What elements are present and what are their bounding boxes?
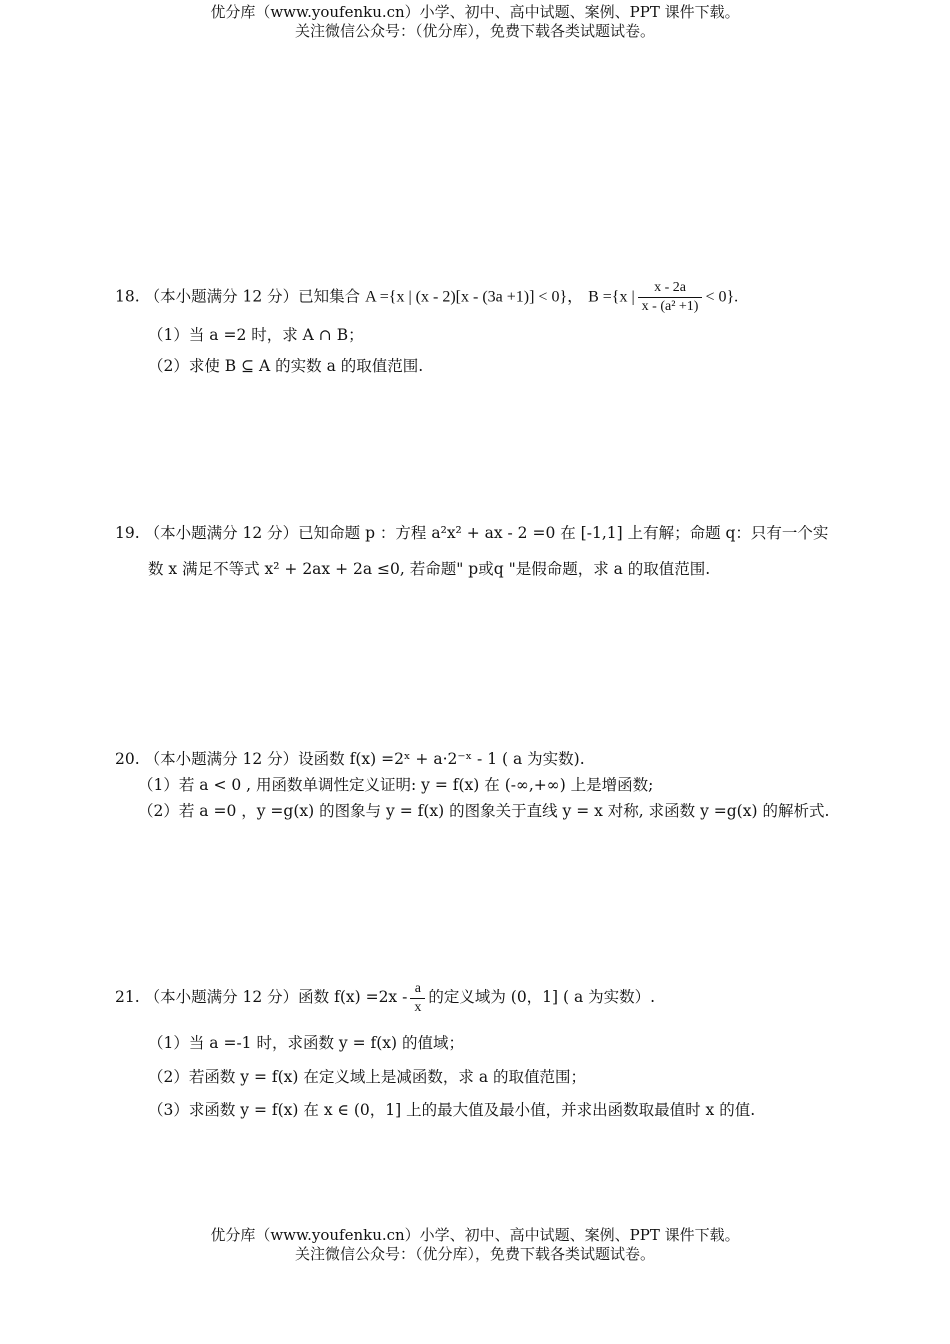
q18-set-b-right: < 0}. <box>705 288 739 306</box>
q20-line-1: 20. （本小题满分 12 分）设函数 f(x) =2ˣ + a·2⁻ˣ - 1 ( a 为实数). <box>115 750 585 768</box>
q20-part-1: （1）若 a < 0 , 用函数单调性定义证明: y = f(x) 在 (-∞,+∞) 上是增函数; <box>138 776 654 794</box>
q18-fraction <box>638 279 703 316</box>
q21-part-1: （1）当 a =-1 时，求函数 y = f(x) 的值域； <box>148 1034 464 1052</box>
q21-part-2: （2）若函数 y = f(x) 在定义域上是减函数，求 a 的取值范围； <box>148 1068 586 1086</box>
q18-part-2: （2）求使 B ⊆ A 的实数 a 的取值范围. <box>148 357 424 375</box>
q20-part-2: （2）若 a =0 ，y =g(x) 的图象与 y = f(x) 的图象关于直线 y = x 对称, 求函数 y =g(x) 的解析式. <box>138 802 830 820</box>
q21-fraction <box>410 980 425 1017</box>
q18-set-a: A ={x | (x - 2)[x - (3a +1)] < 0}， <box>365 288 584 306</box>
q21-part-3: （3）求函数 y = f(x) 在 x ∈ (0，1] 上的最大值及最小值，并求出函数取最值时 x 的值. <box>148 1101 756 1119</box>
header-line-2: 关注微信公众号：（优分库），免费下载各类试题试卷。 <box>294 22 655 40</box>
q18-frac-den: x - (a² +1) <box>641 299 699 314</box>
q18-frac-num: x - 2a <box>638 279 703 298</box>
q19-line-2: 数 x 满足不等式 x² + 2ax + 2a ≤0, 若命题" p或q "是假命题，求 a 的取值范围. <box>148 560 711 578</box>
header-line-1: 优分库（www.youfenku.cn）小学、初中、高中试题、案例、PPT 课件下载。 <box>210 3 740 21</box>
q18-stem <box>115 279 738 316</box>
q18-part-1: （1）当 a =2 时，求 A ∩ B； <box>148 326 364 344</box>
q18-lead: 18. （本小题满分 12 分）已知集合 <box>115 287 361 306</box>
q19-line-1: 19. （本小题满分 12 分）已知命题 p ：方程 a²x² + ax - 2 =0 在 [-1,1] 上有解；命题 q：只有一个实 <box>115 524 829 542</box>
q21-frac-num: a <box>410 980 425 999</box>
q21-frac-den: x <box>414 999 422 1015</box>
page-footer <box>0 1226 950 1264</box>
q21-stem <box>115 975 655 1019</box>
q21-tail: 的定义域为 (0，1] ( a 为实数）. <box>428 988 656 1006</box>
footer-line-1: 优分库（www.youfenku.cn）小学、初中、高中试题、案例、PPT 课件下载。 <box>210 1226 740 1244</box>
page-header <box>0 3 950 41</box>
footer-line-2: 关注微信公众号：（优分库），免费下载各类试题试卷。 <box>294 1245 655 1263</box>
q18-set-b-left: B ={x | <box>588 288 635 306</box>
q21-lead: 21. （本小题满分 12 分）函数 f(x) =2x - <box>115 988 408 1006</box>
